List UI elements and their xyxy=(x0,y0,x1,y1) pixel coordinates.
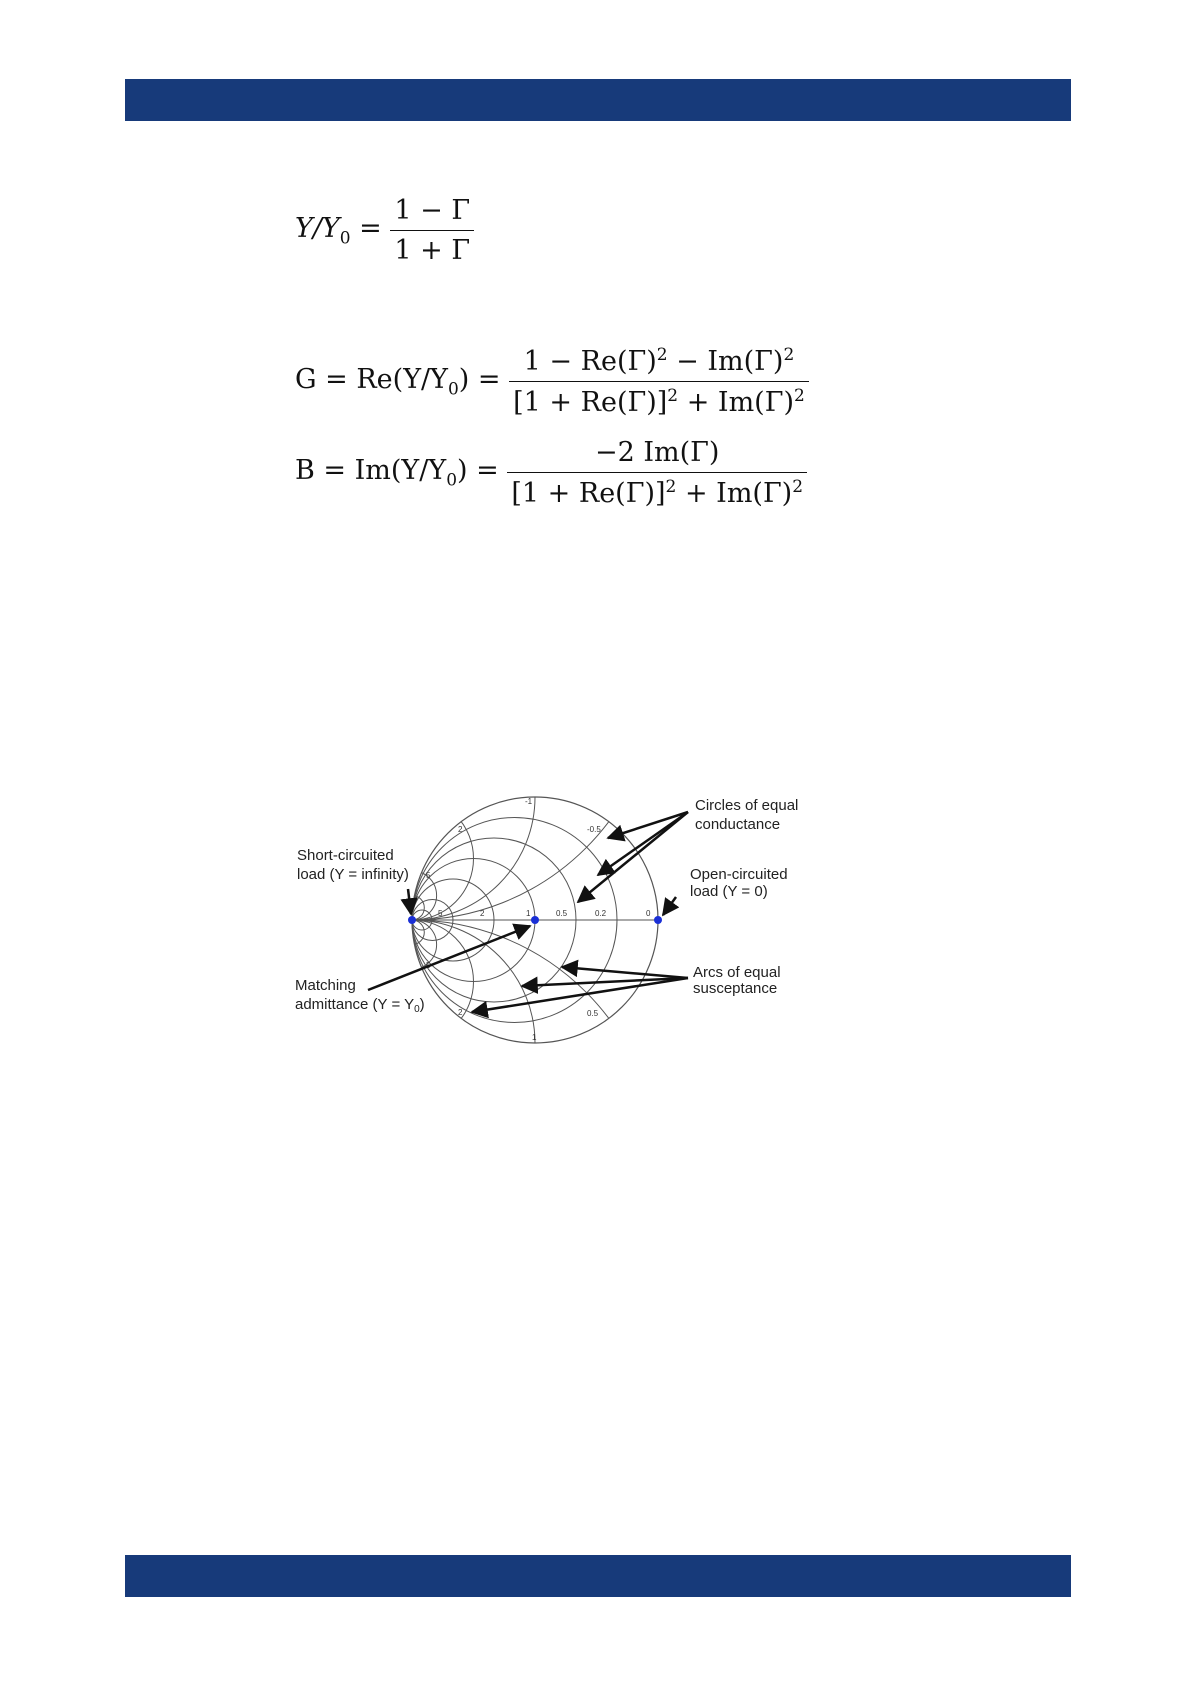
label-arcs-line2: susceptance xyxy=(693,980,778,997)
label-matching-line1: Matching xyxy=(295,977,356,994)
tick-axis-1: 1 xyxy=(526,909,531,918)
tick-axis-2: 2 xyxy=(480,909,485,918)
label-open-line2: load (Y = 0) xyxy=(690,883,768,900)
equation-conductance: $G = Re(Y/Y_0)$ = $\frac{1 - Re(\Gamma)^2 - Im(\Gamma)^2}{[1 + Re(\Gamma)]^2 + Im(\Gamma)^2}$ xyxy=(295,345,809,418)
open-circuit-point xyxy=(654,916,662,924)
equation-susceptance: $B = Im(Y/Y_0)$ = $\frac{-2 Im(\Gamma)}{[1 + Re(\Gamma)]^2 + Im(\Gamma)^2}$ xyxy=(295,437,807,509)
label-short-line2: load (Y = infinity) xyxy=(297,866,409,883)
tick-5-upper: 5 xyxy=(426,871,431,880)
tick-2-upper: 2 xyxy=(458,825,463,834)
label-open-line1: Open-circuited xyxy=(690,866,788,883)
tick-bottom-1: 1 xyxy=(532,1033,537,1042)
label-circles-line1: Circles of equal xyxy=(695,797,799,814)
header-bar xyxy=(125,79,1071,121)
matching-point xyxy=(531,916,539,924)
tick-axis-0: 0 xyxy=(646,909,651,918)
label-circles-line2: conductance xyxy=(695,816,781,833)
susceptance-arcs xyxy=(290,790,658,1060)
label-arcs-line1: Arcs of equal xyxy=(693,964,781,981)
label-short-line1: Short-circuited xyxy=(297,847,394,864)
tick-axis-02: 0.2 xyxy=(595,909,607,918)
footer-bar xyxy=(125,1555,1071,1597)
label-matching-line2: admittance $(Y = Y_0)$ xyxy=(295,996,425,1015)
tick-axis-5: 5 xyxy=(438,909,443,918)
tick-5-lower: 5 xyxy=(426,961,431,970)
tick-05-lower: 0.5 xyxy=(587,1009,599,1018)
tick-minus05: -0.5 xyxy=(587,825,601,834)
tick-top-minus1: -1 xyxy=(525,797,533,806)
tick-2-lower: 2 xyxy=(458,1008,463,1017)
tick-axis-05: 0.5 xyxy=(556,909,568,918)
admittance-smith-chart xyxy=(290,790,820,1060)
short-circuit-point xyxy=(408,916,416,924)
equation-admittance: $Y/Y_0$ = $\frac{1 - \Gamma}{1 + \Gamma}$ xyxy=(295,195,474,266)
